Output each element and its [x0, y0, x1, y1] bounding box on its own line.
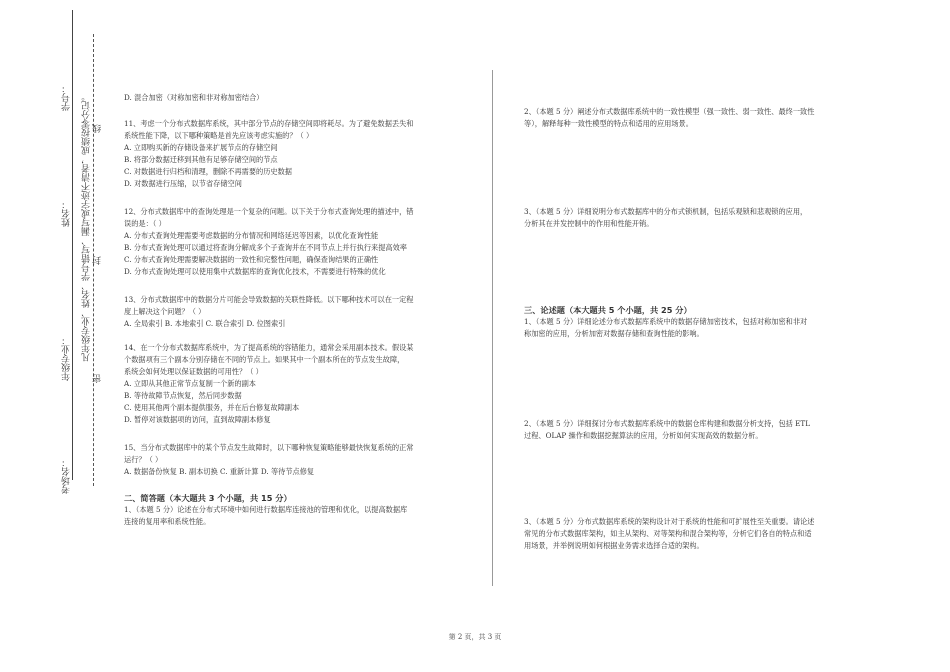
option-c: C. 对数据进行归档和清理，删除不再需要的历史数据: [124, 167, 292, 176]
question-stem: 个数据项有三个副本分别存储在不同的节点上。如果其中一个副本所在的节点发生故障，: [124, 355, 405, 364]
short-answer-1: 1、（本题 5 分）论述在分布式环境中如何进行数据库连接池的管理和优化，以提高数据库: [124, 505, 408, 514]
section-2: [124, 492, 469, 528]
name-label: 姓名：: [62, 200, 72, 227]
question-stem: 度上解决这个问题？（ ）: [124, 307, 206, 316]
page-footer: 第 2 页，共 3 页: [448, 633, 502, 641]
option-a: A. 立即购买新的存储设备来扩展节点的存储空间: [124, 143, 278, 152]
column-divider: [492, 70, 493, 586]
seal-mi-text: 密: [93, 374, 103, 383]
question-14: [124, 342, 469, 426]
options-row: A. 全局索引 B. 本地索引 C. 联合索引 D. 位图索引: [124, 319, 286, 328]
option-c: C. 使用其他两个副本提供服务，并在后台修复故障副本: [124, 403, 300, 412]
essay-1: 1、（本题 5 分）详细论述分布式数据库系统中的数据存储加密技术，包括对称加密和非对: [524, 317, 808, 326]
question-stem: 11、考虑一个分布式数据库系统，其中部分节点的存储空间即将耗尽。为了避免数据丢失和: [124, 119, 414, 128]
question-stem: 运行？（ ）: [124, 455, 163, 464]
question-11: [124, 118, 469, 190]
binding-solid-line: [72, 10, 73, 480]
essay-2: 2、（本题 5 分）详细探讨分布式数据库系统中的数据仓库构建和数据分析支持，包括 ETL 过程、OLAP 操作和数据挖掘算法的应用，分析如何实现高效的数据分析。: [524, 419, 810, 440]
short-answer-2: 2、（本题 5 分）阐述分布式数据库系统中的一致性模型（强一致性、弱一致性、最终一致性 等），解释每种一致性模型的特点和适用的应用场景。: [524, 107, 815, 128]
option-d: D. 暂停对该数据项的访问，直到故障副本修复: [124, 415, 271, 424]
option-d: D. 对数据进行压缩，以节省存储空间: [124, 179, 242, 188]
option-a: A. 分布式查询处理需要考虑数据的分布情况和网络延迟等因素，以优化查询性能: [124, 231, 379, 240]
seal-feng-text: 封: [93, 256, 103, 265]
essay-1: 称加密的应用，分析加密对数据存储和查询性能的影响。: [524, 329, 704, 338]
exam-site-label: 考场名：: [62, 458, 72, 494]
question-stem: 13、分布式数据库中的数据分片可能会导致数据的关联性降低。以下哪种技术可以在一定程: [124, 295, 414, 304]
section-3: [524, 304, 869, 340]
option-c: C. 分布式查询处理需要解决数据的一致性和完整性问题，确保查询结果的正确性: [124, 255, 379, 264]
question-stem: 误的是：（ ）: [124, 219, 166, 228]
section-3-title: 三、论述题（本大题共 5 个小题，共 25 分）: [524, 305, 692, 315]
question-10-option-d: D. 混合加密（对称加密和非对称加密结合）: [124, 93, 264, 102]
option-d: D. 分布式查询处理可以使用集中式数据库的查询优化技术，不需要进行特殊的优化: [124, 267, 386, 276]
essay-3: 3、（本题 5 分）分布式数据库系统的架构设计对于系统的性能和可扩展性至关重要。请论述 常见的分布式数据库架构，如主从架构、对等架构和混合架构等，分析它们各自的特点和适 用场景，并举例说明如何根据业务需求选择合适的架构。: [524, 517, 815, 550]
question-15: [124, 442, 469, 478]
question-stem: 12、分布式数据库中的查询处理是一个复杂的问题。以下关于分布式查询处理的描述中，错: [124, 207, 414, 216]
option-a: A. 立即从其他正常节点复制一个新的副本: [124, 379, 256, 388]
short-answer-1: 连接的复用率和系统性能。: [124, 517, 211, 526]
student-id-label: 学号：: [62, 84, 72, 111]
option-b: B. 等待故障节点恢复，然后同步数据: [124, 391, 242, 400]
option-b: B. 将部分数据迁移到其他有足够存储空间的节点: [124, 155, 278, 164]
question-stem: 系统性能下降，以下哪种策略是首先应该考虑实施的？（ ）: [124, 131, 314, 140]
section-2-title: 二、简答题（本大题共 3 个小题，共 15 分）: [124, 493, 292, 503]
binding-strip: [0, 0, 110, 672]
question-stem: 14、在一个分布式数据库系统中，为了提高系统的容错能力，通常会采用副本技术。假设某: [124, 343, 414, 352]
question-13: [124, 294, 469, 330]
question-12: [124, 206, 469, 278]
question-stem: 系统会如何处理以保证数据的可用性？（ ）: [124, 367, 263, 376]
option-b: B. 分布式查询处理可以通过将查询分解成多个子查询并在不同节点上并行执行来提高效率: [124, 243, 407, 252]
question-stem: 15、当分布式数据库中的某个节点发生故障时，以下哪种恢复策略能够最快恢复系统的正常: [124, 443, 414, 452]
options-row: A. 数据备份恢复 B. 副本切换 C. 重新计算 D. 等待节点修复: [124, 467, 315, 476]
seal-xian-text: 线: [93, 124, 103, 133]
short-answer-3: 3、（本题 5 分）详细说明分布式数据库中的分布式锁机制，包括乐观锁和悲观锁的应用， 分析其在并发控制中的作用和性能开销。: [524, 207, 808, 228]
binding-warning: 凡年级专业、姓名、学号错写、漏写或字迹不清者，成绩按零分记。: [82, 92, 92, 362]
grade-major-label: 年级专业：: [62, 336, 72, 381]
